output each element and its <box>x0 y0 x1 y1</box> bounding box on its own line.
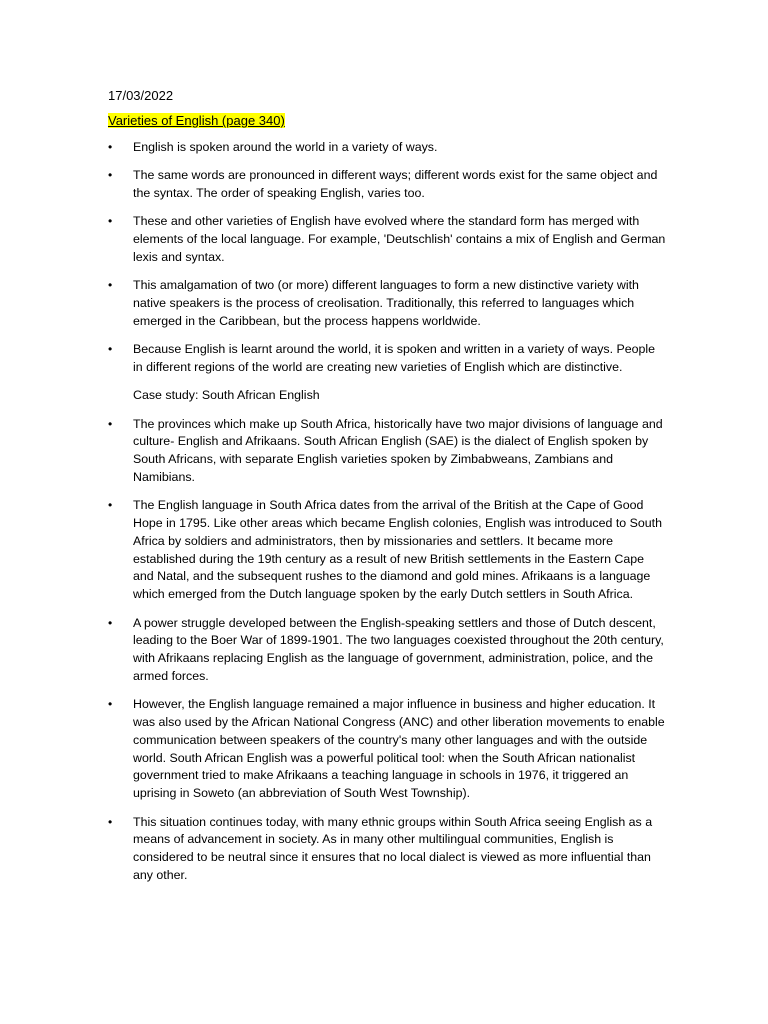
intro-bullet-list <box>108 139 668 377</box>
bullet-icon: • <box>108 140 113 154</box>
list-item <box>108 277 668 330</box>
list-item <box>108 497 668 604</box>
list-item-text: Because English is learnt around the world, it is spoken and written in a variety of ways. People in different regions of the world are creating new varieties of English which are distinctive. <box>133 342 656 374</box>
document-title <box>108 112 668 129</box>
list-item-text: English is spoken around the world in a variety of ways. <box>133 140 438 154</box>
list-item-text: These and other varieties of English have evolved where the standard form has merged with elements of the local language. For example, 'Deutschlish' contains a mix of English and German lexis and syntax. <box>133 214 666 264</box>
bullet-icon: • <box>108 615 113 630</box>
list-item-text: However, the English language remained a major influence in business and higher education. It was also used by the African National Congress (ANC) and other liberation movements to enable communication between speakers of the country's many other languages and with the outside world. South African English was a powerful political tool: when the South African nationalist government tried to make Afrikaans a teaching language in schools in 1976, it triggered an uprising in Soweto (an abbreviation of South West Township). <box>133 697 665 801</box>
highlighted-title-text: Varieties of English (page 340) <box>108 113 285 128</box>
list-item <box>108 167 668 203</box>
document-date: 17/03/2022 <box>108 88 174 103</box>
list-item <box>108 696 668 803</box>
bullet-icon: • <box>108 498 113 513</box>
bullet-icon: • <box>108 814 113 829</box>
list-item-text: The provinces which make up South Africa, historically have two major divisions of language and culture- English and Afrikaans. South African English (SAE) is the dialect of English spoken by South Africans, with separate English varieties spoken by Zimbabweans, Zambians and Namibians. <box>133 416 663 484</box>
list-item <box>108 213 668 266</box>
bullet-icon: • <box>108 697 113 712</box>
list-item <box>108 341 668 377</box>
list-item <box>108 416 668 487</box>
bullet-icon: • <box>108 168 113 183</box>
list-item <box>108 814 668 885</box>
bullet-icon: • <box>108 214 113 229</box>
case-study-bullet-list <box>108 416 668 885</box>
list-item <box>108 615 668 686</box>
bullet-icon: • <box>108 342 113 357</box>
case-study-heading: Case study: South African English <box>133 388 320 403</box>
bullet-icon: • <box>108 416 113 431</box>
list-item-text: This situation continues today, with many ethnic groups within South Africa seeing English as a means of advancement in society. As in many other multilingual communities, English is considered to be neutral since it ensures that no local dialect is viewed as more influential than any other. <box>133 814 653 882</box>
list-item-text: The English language in South Africa dates from the arrival of the British at the Cape of Good Hope in 1795. Like other areas which became English colonies, English was introduced to South Africa by soldiers and administrators, then by missionaries and settlers. It became more established during the 19th century as a result of new British settlements in the Eastern Cape and Natal, and the subsequent rushes to the diamond and gold mines. Afrikaans is a language which emerged from the Dutch language spoken by the early Dutch settlers in South Africa. <box>133 498 662 602</box>
list-item-text: This amalgamation of two (or more) different languages to form a new distinctive variety with native speakers is the process of creolisation. Traditionally, this referred to languages which emerged in the Caribbean, but the process happens worldwide. <box>133 278 639 328</box>
bullet-icon: • <box>108 278 113 293</box>
list-item <box>108 139 668 157</box>
list-item-text: A power struggle developed between the English-speaking settlers and those of Dutch descent, leading to the Boer War of 1899-1901. The two languages coexisted throughout the 20th century, with Afrikaans replacing English as the language of government, administration, police, and the armed forces. <box>133 615 664 683</box>
list-item-text: The same words are pronounced in different ways; different words exist for the same object and the syntax. The order of speaking English, varies too. <box>133 168 658 201</box>
